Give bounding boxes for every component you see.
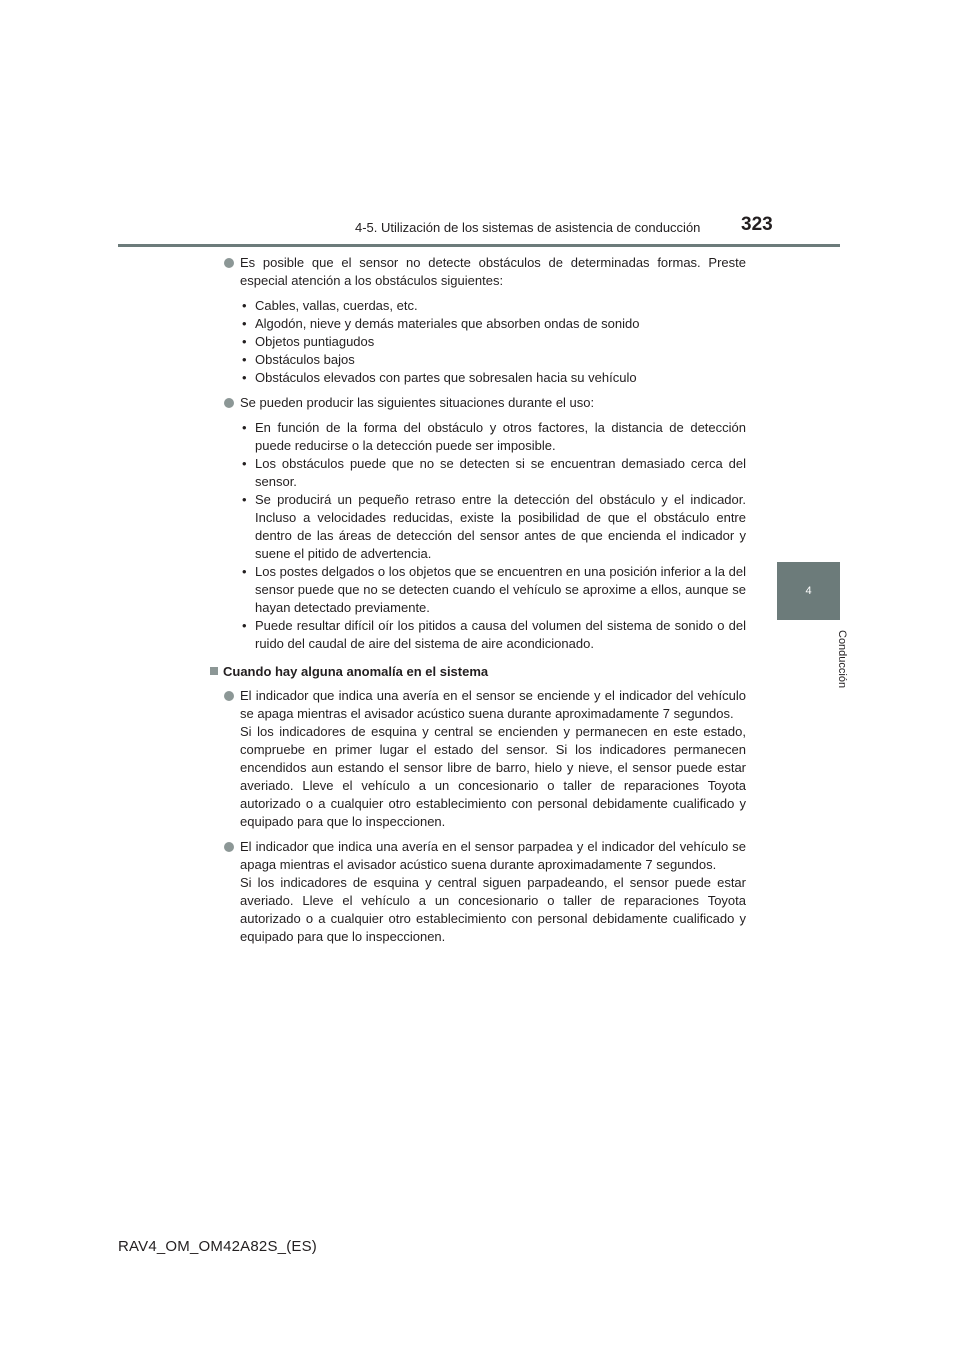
list-item-text: Puede resultar difícil oír los pitidos a causa del volumen del sistema de sonido o del ruido del caudal de aire del sistema de aire acondicionado. [255,618,746,651]
bullet-dot-icon: • [242,316,247,331]
section-title: 4-5. Utilización de los sistemas de asistencia de conducción [355,220,701,235]
obstacle-list [222,297,746,387]
list-item-text: Cables, vallas, cuerdas, etc. [255,298,418,313]
heading-text: Cuando hay alguna anomalía en el sistema [223,664,489,679]
paragraph-anomaly-blink [222,838,746,946]
list-item-text: Obstáculos bajos [255,352,355,367]
situations-list [222,419,746,653]
bullet-dot-icon: • [242,298,247,313]
paragraph-text: Si los indicadores de esquina y central siguen parpadeando, el sensor puede estar averiado. Lleve el vehículo a un concesionario o taller de reparaciones Toyota autorizado o a cualquier otro establecimiento con personal debidamente cualificado y equipado para que lo inspeccionen. [240,875,746,944]
list-item [240,419,746,455]
bullet-dot-icon: • [242,370,247,385]
paragraph-shapes [222,254,746,290]
list-item-text: En función de la forma del obstáculo y otros factores, la distancia de detección puede reducirse o la detección puede ser imposible. [255,420,746,453]
paragraph-text: Es posible que el sensor no detecte obstáculos de determinadas formas. Preste especial atención a los obstáculos siguientes: [240,255,746,288]
bullet-dot-icon: • [242,334,247,349]
list-item [240,333,746,351]
bullet-dot-icon: • [242,564,247,579]
paragraph-text: Si los indicadores de esquina y central se encienden y permanecen en este estado, compruebe en primer lugar el estado del sensor. Si los indicadores permanecen encendidos aun estando el sensor libre de barro, hielo y nieve, el sensor puede estar averiado. Lleve el vehículo a un concesionario o taller de reparaciones Toyota autorizado o a cualquier otro establecimiento con personal debidamente cualificado y equipado para que lo inspeccionen. [240,724,746,829]
section-heading [210,663,746,681]
bullet-dot-icon: • [242,420,247,435]
list-item-text: Se producirá un pequeño retraso entre la detección del obstáculo y el indicador. Incluso a velocidades reducidas, existe la posibilidad de que el obstáculo entre dentro de las áreas de detección del sensor antes de que encienda el indicador y suene el pitido de advertencia. [255,492,746,561]
list-item [240,617,746,653]
list-item-text: Los postes delgados o los objetos que se encuentren en una posición inferior a la del sensor puede que no se detecten cuando el vehículo se aproxime a ellos, aunque se hayan detectado previamente. [255,564,746,615]
bullet-dot-icon: • [242,492,247,507]
list-item-text: Objetos puntiagudos [255,334,375,349]
list-item [240,563,746,617]
list-item [240,491,746,563]
list-item-text: Los obstáculos puede que no se detecten si se encuentran demasiado cerca del sensor. [255,456,746,489]
paragraph-text: El indicador que indica una avería en el sensor parpadea y el indicador del vehículo se apaga mientras el avisador acústico suena durante aproximadamente 7 segundos. [240,839,746,872]
bullet-dot-icon: • [242,618,247,633]
bullet-circle-icon [224,842,234,852]
list-item [240,369,746,387]
list-item [240,455,746,491]
document-code: RAV4_OM_OM42A82S_(ES) [118,1238,318,1255]
paragraph-anomaly-lit [222,687,746,831]
bullet-circle-icon [224,691,234,701]
bullet-circle-icon [224,258,234,268]
paragraph-text: El indicador que indica una avería en el sensor se enciende y el indicador del vehículo se apaga mientras el avisador acústico suena durante aproximadamente 7 segundos. [240,688,746,721]
list-item-text: Obstáculos elevados con partes que sobresalen hacia su vehículo [255,370,637,385]
bullet-dot-icon: • [242,352,247,367]
page-content [222,254,746,953]
list-item [240,315,746,333]
paragraph-situations [222,394,746,412]
list-item [240,297,746,315]
chapter-number: 4 [805,585,812,597]
page-number: 323 [741,214,773,235]
header-divider [118,244,840,247]
bullet-circle-icon [224,398,234,408]
list-item-text: Algodón, nieve y demás materiales que absorben ondas de sonido [255,316,640,331]
chapter-label: Conducción [836,630,848,689]
list-item [240,351,746,369]
bullet-dot-icon: • [242,456,247,471]
heading-square-icon [210,667,218,675]
paragraph-text: Se pueden producir las siguientes situaciones durante el uso: [240,395,595,410]
chapter-tab [777,562,840,620]
